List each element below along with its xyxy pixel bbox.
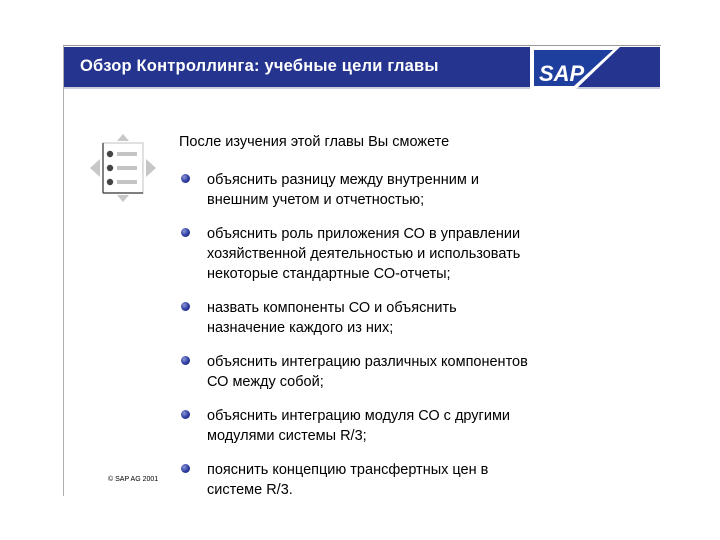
list-item-text: объяснить роль приложения СО в управлении хозяйственной деятельностью и использовать некоторые стандартные СО-отчеты; xyxy=(207,226,521,282)
bullet-icon xyxy=(181,302,190,311)
intro-text: После изучения этой главы Вы сможете xyxy=(179,134,450,150)
bullet-icon xyxy=(181,356,190,365)
list-item-text: назвать компоненты СО и объяснить назначение каждого из них; xyxy=(207,300,457,336)
objectives-list xyxy=(181,170,528,514)
list-item xyxy=(181,170,528,210)
sap-logo xyxy=(530,47,620,89)
slide-title: Обзор Контроллинга: учебные цели главы xyxy=(80,57,439,75)
bullet-icon xyxy=(181,174,190,183)
list-item-text: пояснить концепцию трансфертных цен в системе R/3. xyxy=(207,462,489,498)
list-item xyxy=(181,298,528,338)
list-item xyxy=(181,224,528,284)
list-item xyxy=(181,352,528,392)
list-item-text: объяснить интеграцию различных компонентов СО между собой; xyxy=(207,354,528,390)
list-item-text: объяснить интеграцию модуля СО с другими модулями системы R/3; xyxy=(207,408,511,444)
sap-logo-text: SAP xyxy=(539,61,585,86)
copyright-text: © SAP AG 2001 xyxy=(108,476,159,483)
bullet-icon xyxy=(181,228,190,237)
list-item xyxy=(181,460,528,500)
list-item-text: объяснить разницу между внутренним и внешним учетом и отчетностью; xyxy=(207,172,479,208)
bullet-icon xyxy=(181,410,190,419)
objectives-icon xyxy=(88,132,158,204)
bullet-icon xyxy=(181,464,190,473)
list-item xyxy=(181,406,528,446)
